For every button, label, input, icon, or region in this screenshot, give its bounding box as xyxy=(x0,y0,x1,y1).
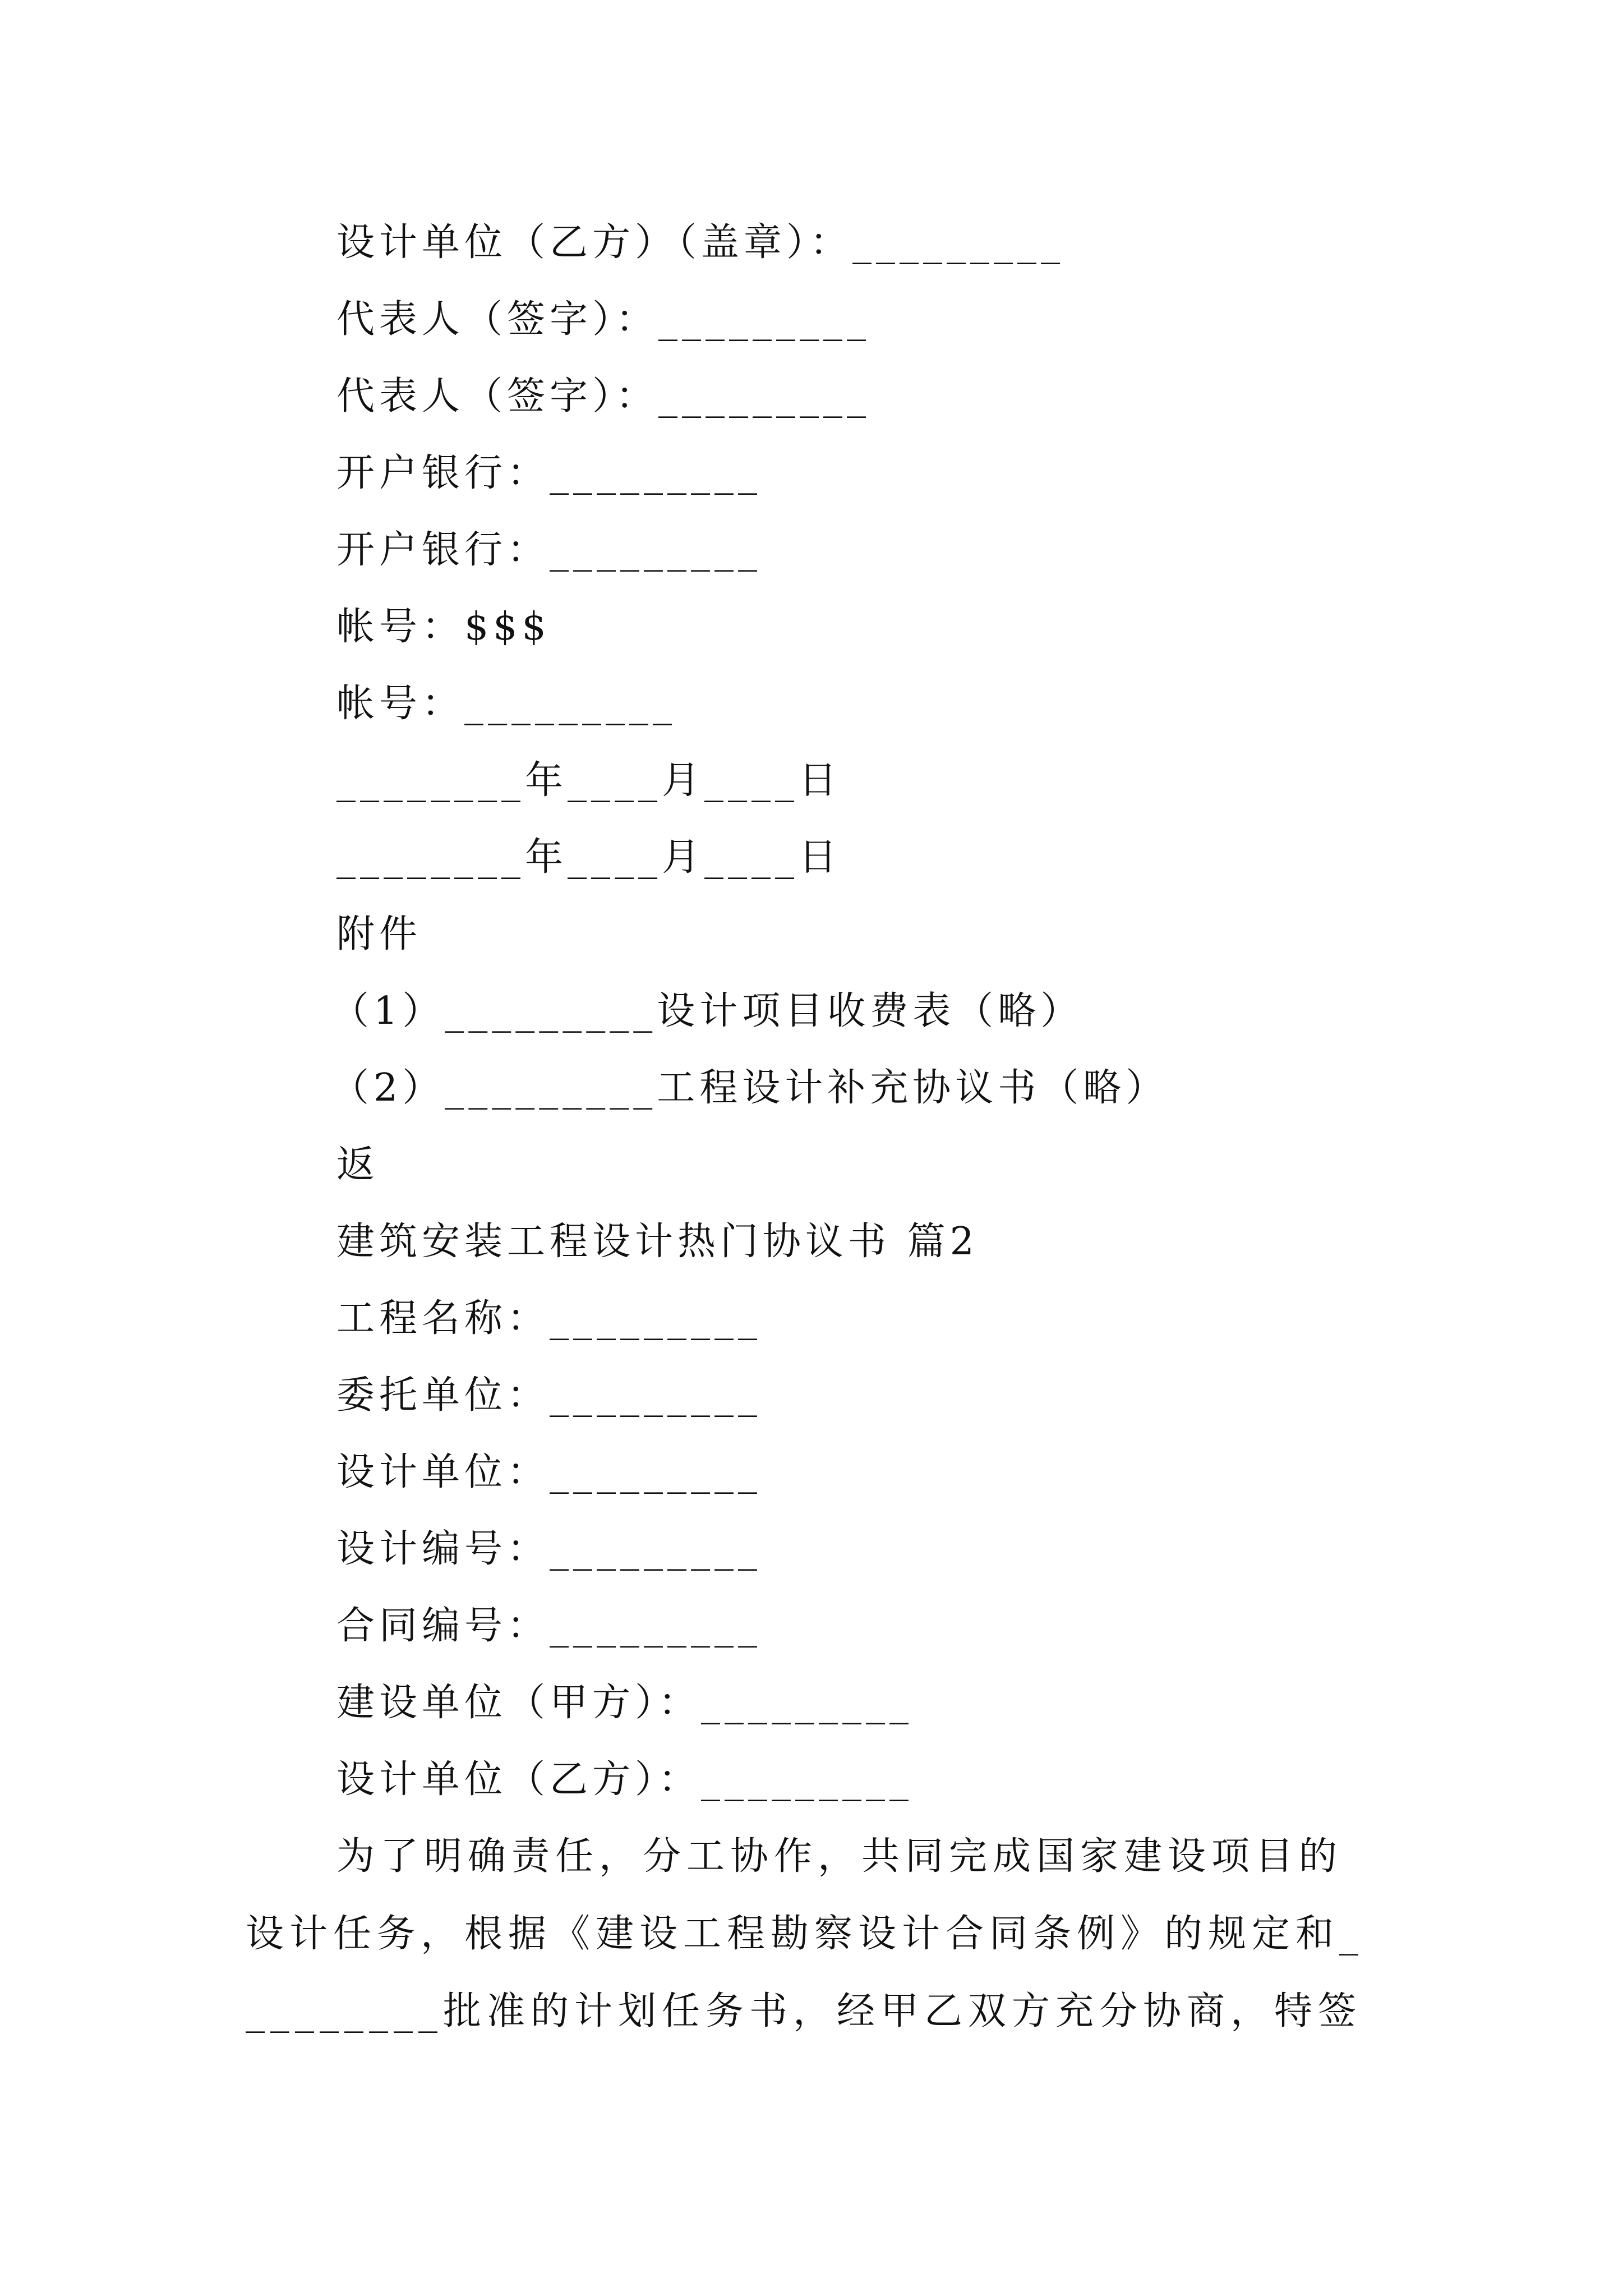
design-number-line: 设计编号：_________ xyxy=(336,1527,762,1571)
representative-signature-line: 代表人（签字）：_________ xyxy=(336,297,871,342)
return-text: 返 xyxy=(336,1143,380,1187)
date-line: ________年____月____日 xyxy=(336,758,842,803)
account-line: 帐号：_________ xyxy=(336,682,677,726)
party-b-line: 设计单位（乙方）：_________ xyxy=(336,1757,914,1802)
representative-signature-line: 代表人（签字）：_________ xyxy=(336,374,871,418)
party-a-line: 建设单位（甲方）：_________ xyxy=(336,1681,914,1725)
contract-intro-paragraph: 为了明确责任，分工协作，共同完成国家建设项目的设计任务，根据《建设工程勘察设计合同条例》的规定和_________批准的计划任务书，经甲乙双方充分协商，特签 xyxy=(246,1834,1364,2033)
bank-line: 开户银行：_________ xyxy=(336,451,762,495)
attachments-heading: 附件 xyxy=(336,912,422,956)
attachment-item: （2）_________工程设计补充协议书（略） xyxy=(331,1066,1169,1110)
section-title: 建筑安装工程设计热门协议书 篇2 xyxy=(336,1220,979,1264)
designer-seal-line: 设计单位（乙方）（盖章）：_________ xyxy=(336,220,1065,265)
attachment-item: （1）_________设计项目收费表（略） xyxy=(331,989,1083,1033)
project-name-line: 工程名称：_________ xyxy=(336,1296,762,1341)
client-line: 委托单位：_________ xyxy=(336,1373,762,1418)
designer-line: 设计单位：_________ xyxy=(336,1450,762,1494)
account-line: 帐号：$$$ xyxy=(336,605,551,649)
date-line: ________年____月____日 xyxy=(336,835,842,880)
bank-line: 开户银行：_________ xyxy=(336,528,762,572)
contract-number-line: 合同编号：_________ xyxy=(336,1604,762,1648)
